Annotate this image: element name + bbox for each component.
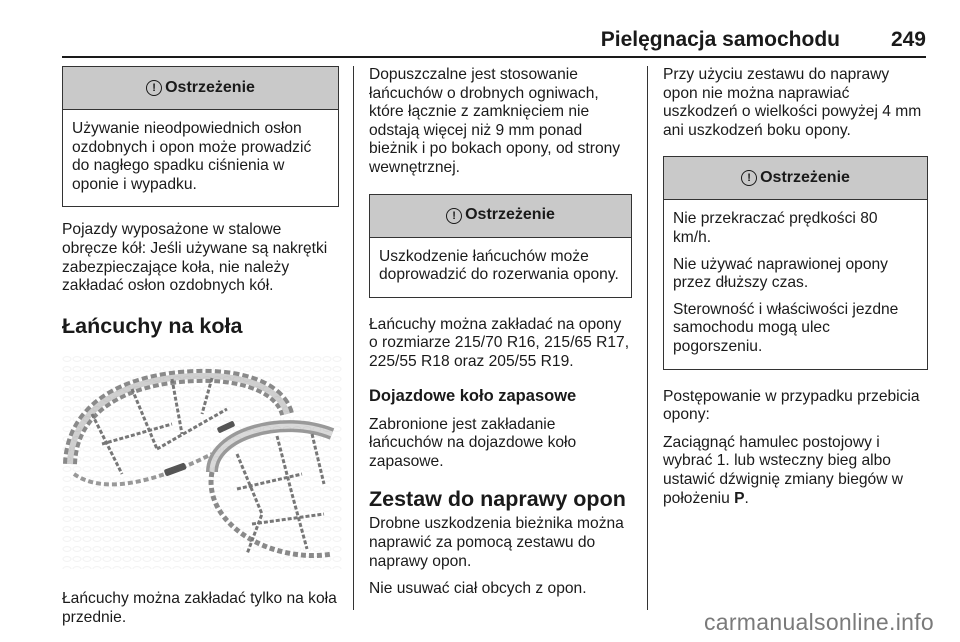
warning-box — [663, 156, 928, 369]
paragraph: Zabronione jest zakładanie łańcuchów na dojazdowe koło zapasowe. — [369, 415, 577, 470]
column-3 — [663, 66, 928, 517]
exclamation-circle-icon: ! — [146, 80, 162, 96]
paragraph — [663, 434, 928, 508]
section-heading: Zestaw do naprawy opon — [369, 487, 626, 512]
column-divider — [647, 66, 648, 610]
warning-header — [63, 67, 338, 110]
warning-title: Ostrzeżenie — [465, 206, 555, 224]
section-heading: Łańcuchy na koła — [62, 313, 243, 338]
header-title: Pielęgnacja samochodu — [600, 28, 840, 51]
warning-header — [370, 195, 631, 238]
exclamation-circle-icon: ! — [741, 170, 757, 186]
paragraph: Pojazdy wyposażone w stalowe obręcze kół: Jeśli używane są nakrętki zabezpieczające koła, nie należy zakładać osłon ozdobnych kół. — [62, 221, 328, 295]
subsection-heading: Dojazdowe koło zapasowe — [369, 386, 577, 405]
exclamation-circle-icon: ! — [446, 208, 462, 224]
warning-text: Używanie nieodpowiednich osłon ozdobnych i opon może prowadzić do nagłego spadku ciśnienia w oponie i wypadku. — [72, 120, 312, 193]
column-divider — [353, 66, 354, 610]
paragraph: Przy użyciu zestawu do naprawy opon nie można naprawiać uszkodzeń o wielkości powyżej 4 mm ani uszkodzeń boku opony. — [663, 66, 922, 139]
warning-title: Ostrzeżenie — [165, 78, 255, 96]
warning-item: Sterowność i właściwości jezdne samochodu mogą ulec pogorszeniu. — [673, 300, 899, 355]
paragraph: Łańcuchy można zakładać na opony o rozmiarze 215/70 R16, 215/65 R17, 225/55 R18 oraz 205/55 R19. — [369, 315, 630, 370]
paragraph: Nie usuwać ciał obcych z opon. — [369, 580, 587, 598]
paragraph: Dopuszczalne jest stosowanie łańcuchów o drobnych ogniwach, które łącznie z zamknięciem nie odstają więcej niż 9 mm ponad bieżnik i po bokach opony, od strony wewnętrznej. — [369, 66, 621, 176]
warning-box — [62, 66, 339, 207]
paragraph-text: Zaciągnąć hamulec postojowy i wybrać 1. lub wsteczny bieg albo ustawić dźwignię zmiany biegów w położeniu — [663, 433, 904, 507]
paragraph-text-end: . — [744, 489, 749, 507]
snow-chains-illustration — [62, 354, 342, 569]
paragraph: Drobne uszkodzenia bieżnika można naprawić za pomocą zestawu do naprawy opon. — [369, 515, 624, 570]
warning-box — [369, 194, 632, 298]
figure-caption: Łańcuchy można zakładać tylko na koła przednie. — [62, 590, 337, 626]
column-2 — [369, 66, 632, 608]
warning-header — [664, 157, 927, 200]
warning-text: Uszkodzenie łańcuchów może doprowadzić do rozerwania opony. — [379, 247, 619, 284]
watermark: carmanualsonline.info — [703, 609, 934, 635]
page-number: 249 — [890, 28, 926, 51]
page-header — [62, 22, 926, 58]
warning-item: Nie przekraczać prędkości 80 km/h. — [673, 210, 878, 246]
warning-item: Nie używać naprawionej opony przez dłuższy czas. — [673, 255, 888, 292]
gear-position-p: P — [734, 489, 745, 507]
paragraph: Postępowanie w przypadku przebicia opony: — [663, 387, 920, 424]
warning-title: Ostrzeżenie — [760, 169, 850, 187]
column-1 — [62, 66, 339, 637]
